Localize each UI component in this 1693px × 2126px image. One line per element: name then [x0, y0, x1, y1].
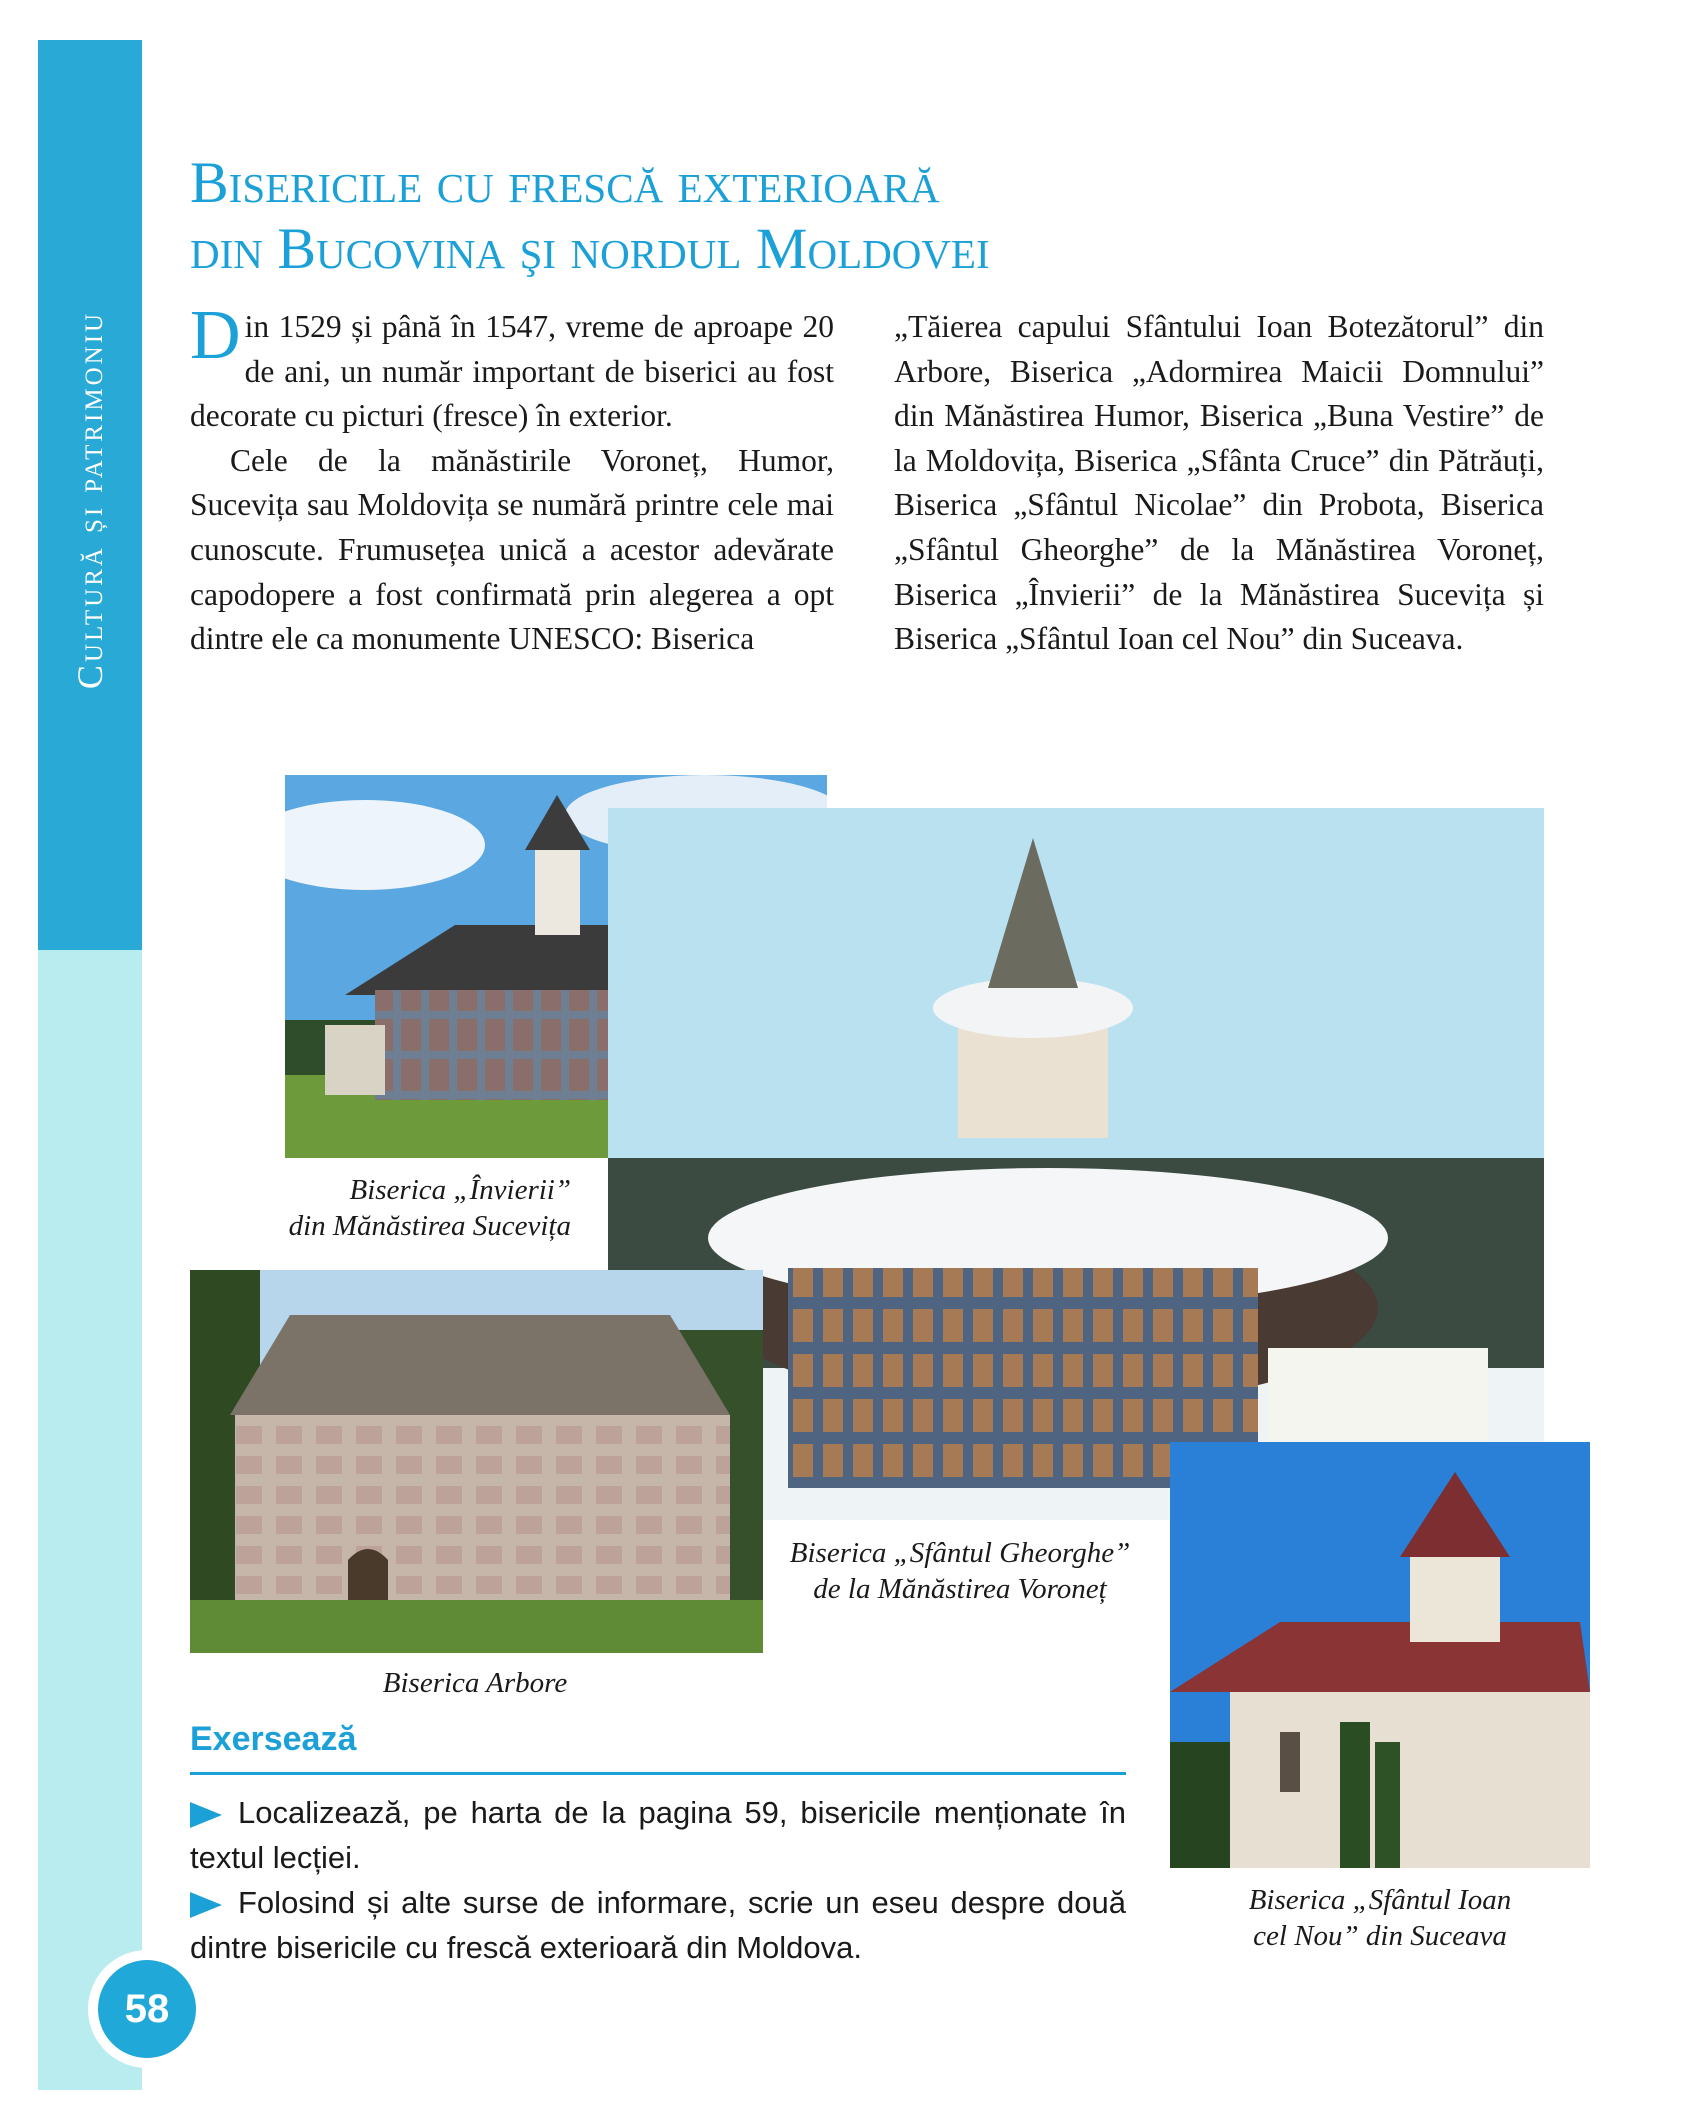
exercise-item-text: Folosind și alte surse de informare, scrie un eseu despre două dintre bisericile cu frescă exterioară din Moldova. — [190, 1885, 1126, 1965]
exercise-divider — [190, 1772, 1126, 1775]
page-title — [190, 150, 1090, 282]
text-column-left — [190, 297, 834, 662]
exercise-list — [190, 1790, 1126, 1970]
caption-sucevita-line-2: din Mănăstirea Sucevița — [288, 1210, 571, 1242]
drop-cap: D — [190, 297, 241, 374]
caption-sucevita-line-1: Biserica „Învierii” — [349, 1174, 571, 1206]
paragraph-3: „Tăierea capului Sfântului Ioan Botezătorul” din Arbore, Biserica „Adormirea Maicii Domnului” din Mănăstirea Humor, Biserica „Buna Vestire” de la Moldovița, Biserica „Sfânta Cruce” din Pătrăuți, Biserica „Sfântul Nicolae” din Probota, Biserica „Sfântul Gheorghe” de la Mănăstirea Voroneț, Biserica „Învierii” de la Mănăstirea Sucevița și Biserica „Sfântul Ioan cel Nou” din Suceava. — [894, 309, 1544, 657]
exercise-heading: Exersează — [190, 1720, 357, 1758]
paragraph-1-text: in 1529 și până în 1547, vreme de aproape 20 de ani, un număr important de biserici au fost decorate cu picturi (fresce) în exterior. — [190, 309, 834, 434]
caption-suceava-line-2: cel Nou” din Suceava — [1253, 1920, 1507, 1952]
section-label: Cultură și patrimoniu — [70, 310, 110, 690]
text-column-right — [894, 305, 1544, 662]
title-line-1: Bisericile cu frescă exterioară — [190, 150, 940, 215]
caption-voronet-line-2: de la Mănăstirea Voroneț — [813, 1573, 1107, 1605]
title-line-2: din Bucovina şi nordul Moldovei — [190, 216, 990, 281]
page-number: 58 — [98, 1960, 196, 2058]
caption-arbore — [360, 1665, 590, 1701]
caption-suceava — [1220, 1882, 1540, 1954]
caption-voronet — [770, 1535, 1150, 1607]
photo-arbore — [190, 1270, 763, 1653]
caption-sucevita — [266, 1172, 571, 1244]
exercise-item-text: Localizează, pe harta de la pagina 59, bisericile menționate în textul lecției. — [190, 1795, 1126, 1875]
exercise-item — [190, 1790, 1126, 1880]
arrow-bullet-icon — [190, 1802, 222, 1828]
caption-arbore-line-1: Biserica Arbore — [382, 1667, 568, 1699]
arrow-bullet-icon — [190, 1892, 222, 1918]
paragraph-1 — [190, 297, 834, 439]
paragraph-2: Cele de la mănăstirile Voroneț, Humor, Sucevița sau Moldovița se numără printre cele mai cunoscute. Frumusețea unică a acestor adevărate capodopere a fost confirmată prin alegerea a opt dintre ele ca monumente UNESCO: Biserica — [190, 442, 834, 657]
photo-suceava — [1170, 1442, 1590, 1868]
exercise-item — [190, 1880, 1126, 1970]
caption-voronet-line-1: Biserica „Sfântul Gheorghe” — [789, 1537, 1131, 1569]
caption-suceava-line-1: Biserica „Sfântul Ioan — [1248, 1884, 1512, 1916]
